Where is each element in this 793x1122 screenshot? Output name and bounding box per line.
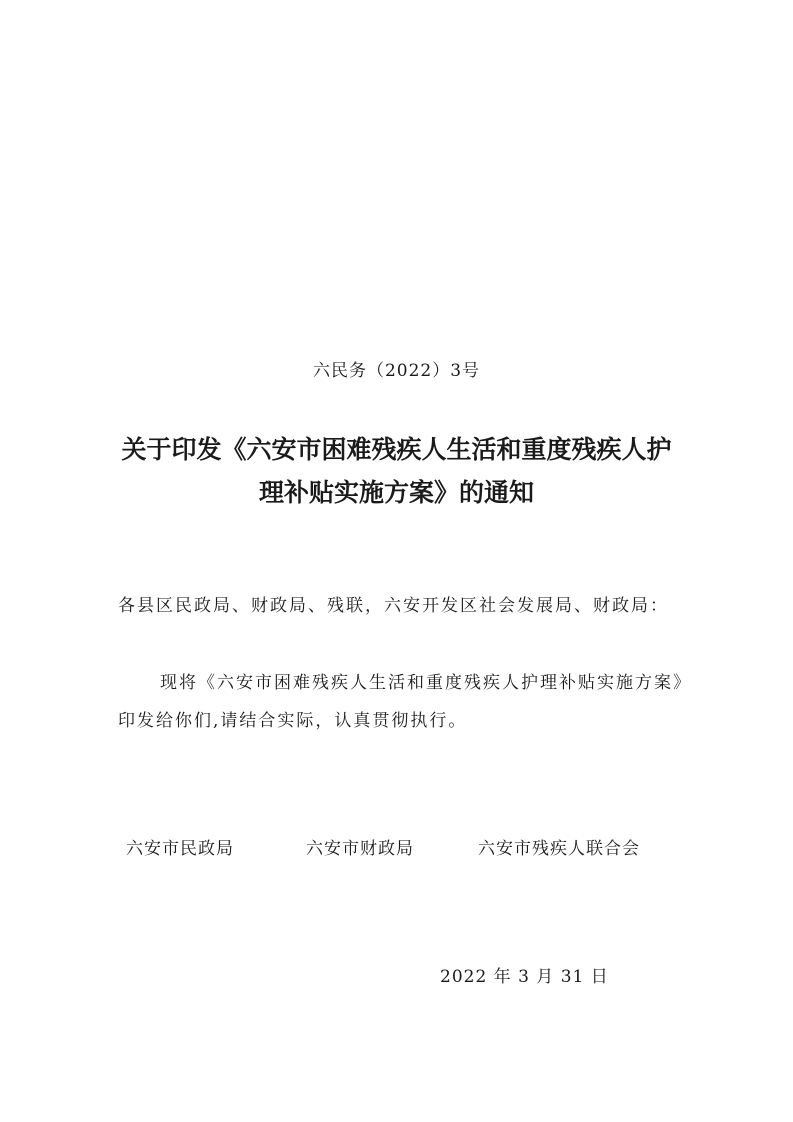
body-paragraph: 现将《六安市困难残疾人生活和重度残疾人护理补贴实施方案》印发给你们,请结合实际，认真贯彻执行。 — [118, 673, 684, 731]
signatory-finance: 六安市财政局 — [306, 839, 414, 859]
signatory-disabled-federation: 六安市残疾人联合会 — [478, 839, 640, 859]
signatory-civil-affairs: 六安市民政局 — [126, 839, 234, 859]
document-title: 关于印发《六安市困难残疾人生活和重度残疾人护理补贴实施方案》的通知 — [121, 435, 672, 507]
document-number: 六民务（2022）3号 — [312, 361, 481, 381]
addressee-line: 各县区民政局、财政局、残联，六安开发区社会发展局、财政局： — [118, 596, 669, 616]
issue-date: 2022 年 3 月 31 日 — [440, 967, 609, 987]
